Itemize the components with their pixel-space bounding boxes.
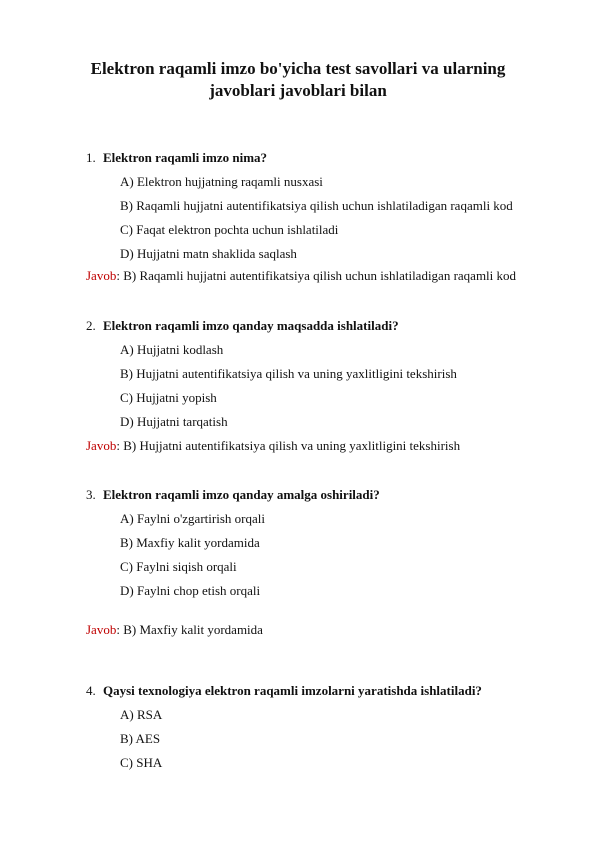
option-c: C) Hujjatni yopish <box>120 390 217 405</box>
question-heading <box>86 149 566 167</box>
answer-label: Javob <box>86 438 117 453</box>
option-list <box>86 173 566 263</box>
question-number: 1. <box>86 150 96 165</box>
question-text: Elektron raqamli imzo nima? <box>103 150 268 165</box>
option-d: D) Hujjatni tarqatish <box>120 414 228 429</box>
question-number: 2. <box>86 318 96 333</box>
question-number: 4. <box>86 683 96 698</box>
answer-separator: : <box>116 438 120 453</box>
option-b: B) Hujjatni autentifikatsiya qilish va uning yaxlitligini tekshirish <box>120 366 457 381</box>
option-b: B) Maxfiy kalit yordamida <box>120 535 260 550</box>
option-a: A) Elektron hujjatning raqamli nusxasi <box>120 174 323 189</box>
question-4 <box>86 682 566 778</box>
question-2 <box>86 317 566 437</box>
option-c: C) SHA <box>120 755 163 770</box>
page-title: Elektron raqamli imzo bo'yicha test savollari va ularning javoblari javoblari bilan <box>90 59 506 100</box>
answer-separator: : <box>116 268 120 283</box>
option-list <box>86 706 566 772</box>
option-list <box>86 341 566 431</box>
option-c: C) Faylni siqish orqali <box>120 559 237 574</box>
option-a: A) RSA <box>120 707 163 722</box>
question-text: Elektron raqamli imzo qanday maqsadda ishlatiladi? <box>103 318 399 333</box>
question-heading <box>86 682 566 700</box>
option-list <box>86 510 566 600</box>
answer-text: B) Maxfiy kalit yordamida <box>123 622 263 637</box>
option-d: D) Faylni chop etish orqali <box>120 583 261 598</box>
question-heading <box>86 486 566 504</box>
option-b: B) AES <box>120 731 161 746</box>
option-b: B) Raqamli hujjatni autentifikatsiya qilish uchun ishlatiladigan raqamli kod <box>120 198 513 213</box>
question-text: Elektron raqamli imzo qanday amalga oshiriladi? <box>103 487 380 502</box>
answer-3 <box>86 621 566 639</box>
question-3 <box>86 486 566 606</box>
question-number: 3. <box>86 487 96 502</box>
question-text: Qaysi texnologiya elektron raqamli imzolarni yaratishda ishlatiladi? <box>103 683 482 698</box>
option-a: A) Hujjatni kodlash <box>120 342 224 357</box>
answer-1 <box>86 267 566 285</box>
answer-text: B) Raqamli hujjatni autentifikatsiya qilish uchun ishlatiladigan raqamli kod <box>123 268 517 283</box>
question-heading <box>86 317 566 335</box>
option-a: A) Faylni o'zgartirish orqali <box>120 511 265 526</box>
question-1 <box>86 149 566 269</box>
answer-separator: : <box>116 622 120 637</box>
option-c: C) Faqat elektron pochta uchun ishlatiladi <box>120 222 339 237</box>
answer-label: Javob <box>86 268 117 283</box>
answer-text: B) Hujjatni autentifikatsiya qilish va uning yaxlitligini tekshirish <box>123 438 461 453</box>
answer-2 <box>86 437 566 455</box>
option-d: D) Hujjatni matn shaklida saqlash <box>120 246 297 261</box>
answer-label: Javob <box>86 622 117 637</box>
